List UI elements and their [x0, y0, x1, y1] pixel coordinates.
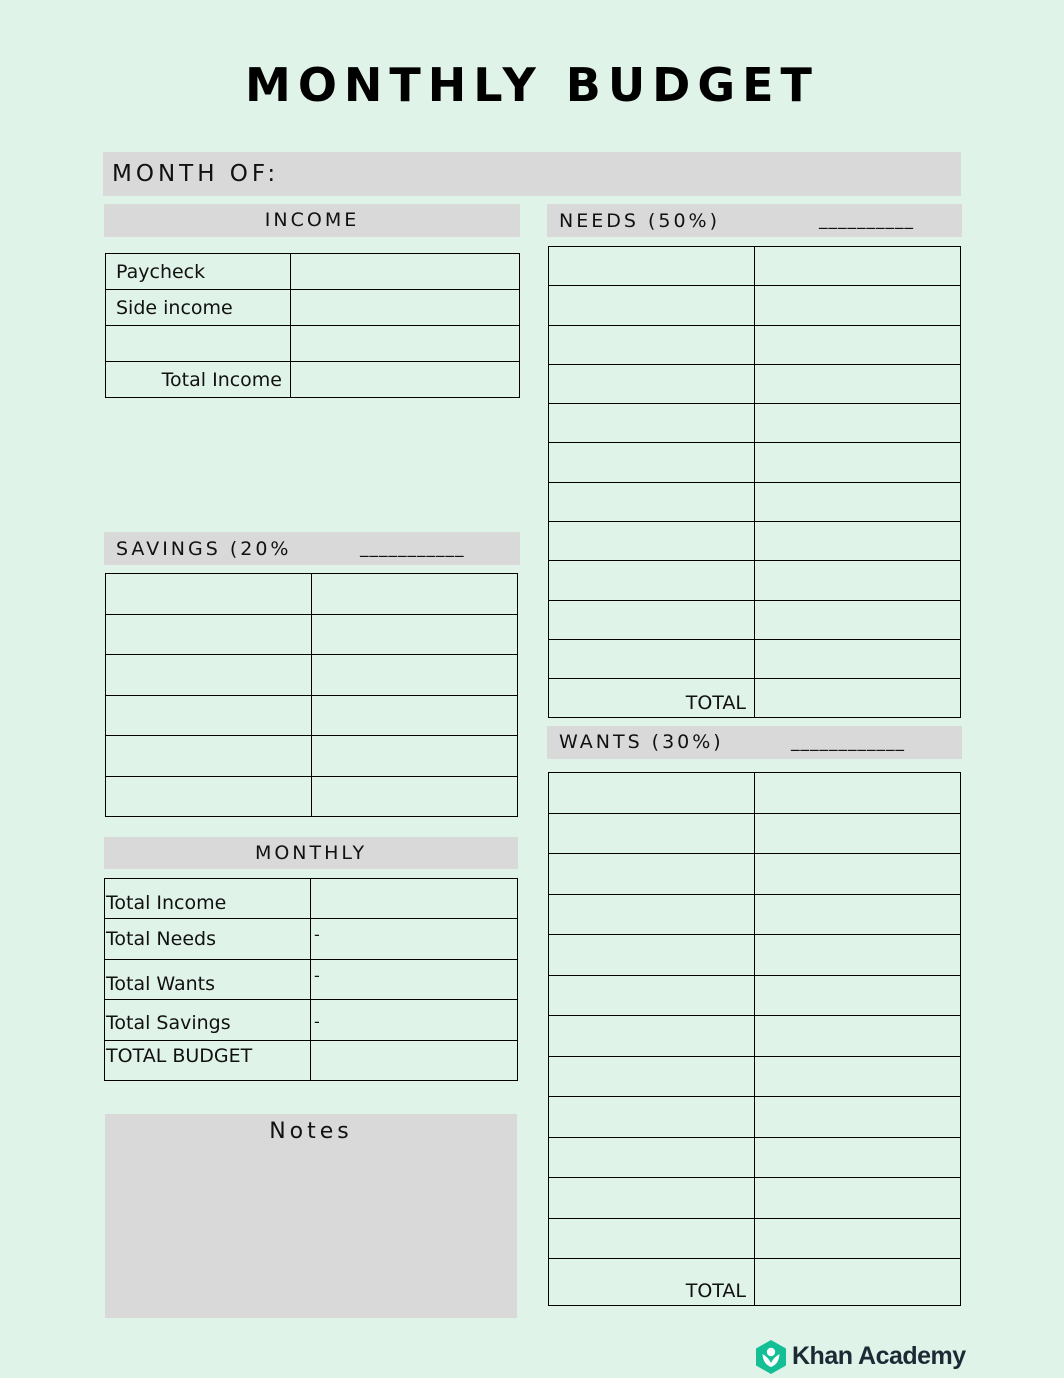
needs-amount-cell[interactable] — [755, 522, 961, 561]
savings-item-cell[interactable] — [106, 614, 312, 655]
income-table — [105, 253, 520, 398]
needs-header-label: NEEDS (50%) — [559, 210, 721, 232]
savings-header-label: SAVINGS (20% — [116, 538, 292, 560]
notes-header: Notes — [269, 1119, 353, 1144]
needs-total-value[interactable] — [755, 679, 961, 718]
savings-amount-cell[interactable] — [312, 614, 518, 655]
table-row — [106, 614, 518, 655]
wants-item-cell[interactable] — [549, 773, 755, 814]
table-row — [105, 1041, 518, 1081]
income-header — [104, 204, 520, 237]
monthly-table — [104, 878, 518, 1081]
wants-amount-cell[interactable] — [755, 1218, 961, 1259]
wants-item-cell[interactable] — [549, 975, 755, 1016]
table-row — [106, 574, 518, 615]
wants-total-value[interactable] — [755, 1259, 961, 1306]
notes-box[interactable] — [105, 1114, 517, 1318]
table-row — [106, 290, 520, 326]
income-header-label: INCOME — [264, 209, 360, 231]
table-row — [549, 1137, 961, 1178]
wants-item-cell[interactable] — [549, 1218, 755, 1259]
wants-percent-blank[interactable]: ____________ — [791, 732, 905, 752]
table-row — [549, 639, 961, 678]
monthly-header — [104, 837, 518, 869]
table-row — [106, 362, 520, 398]
wants-amount-cell[interactable] — [755, 1137, 961, 1178]
needs-item-cell[interactable] — [549, 639, 755, 678]
wants-amount-cell[interactable] — [755, 894, 961, 935]
table-row — [549, 1016, 961, 1057]
wants-item-cell[interactable] — [549, 1178, 755, 1219]
savings-header — [104, 532, 520, 565]
monthly-value-total-budget[interactable] — [311, 1041, 518, 1081]
income-label-paycheck: Paycheck — [106, 254, 291, 290]
month-of-label: MONTH OF: — [112, 161, 280, 187]
table-row — [549, 1097, 961, 1138]
monthly-value-wants[interactable]: - — [311, 960, 518, 1000]
table-row — [549, 854, 961, 895]
needs-header — [547, 204, 962, 237]
savings-item-cell[interactable] — [106, 574, 312, 615]
khan-academy-wordmark: Khan Academy — [792, 1342, 966, 1370]
wants-item-cell[interactable] — [549, 894, 755, 935]
monthly-header-label: MONTHLY — [254, 842, 368, 864]
savings-item-cell[interactable] — [106, 655, 312, 696]
table-row — [106, 254, 520, 290]
wants-amount-cell[interactable] — [755, 854, 961, 895]
savings-item-cell[interactable] — [106, 695, 312, 736]
wants-amount-cell[interactable] — [755, 1097, 961, 1138]
table-row — [549, 443, 961, 482]
income-label-blank[interactable] — [106, 326, 291, 362]
table-row — [549, 325, 961, 364]
wants-amount-cell[interactable] — [755, 773, 961, 814]
needs-item-cell[interactable] — [549, 482, 755, 521]
needs-amount-cell[interactable] — [755, 286, 961, 325]
wants-item-cell[interactable] — [549, 1016, 755, 1057]
savings-amount-cell[interactable] — [312, 574, 518, 615]
table-row — [549, 404, 961, 443]
wants-amount-cell[interactable] — [755, 1016, 961, 1057]
wants-header-label: WANTS (30%) — [559, 731, 724, 753]
table-row-total — [549, 679, 961, 718]
wants-amount-cell[interactable] — [755, 935, 961, 976]
wants-total-label: TOTAL — [549, 1259, 755, 1306]
wants-item-cell[interactable] — [549, 935, 755, 976]
needs-amount-cell[interactable] — [755, 443, 961, 482]
needs-item-cell[interactable] — [549, 600, 755, 639]
needs-item-cell[interactable] — [549, 325, 755, 364]
monthly-value-income[interactable] — [311, 879, 518, 919]
table-row — [549, 600, 961, 639]
table-row — [549, 286, 961, 325]
needs-amount-cell[interactable] — [755, 247, 961, 286]
table-row — [549, 975, 961, 1016]
income-value-total[interactable] — [291, 362, 520, 398]
needs-item-cell[interactable] — [549, 364, 755, 403]
needs-amount-cell[interactable] — [755, 404, 961, 443]
table-row — [106, 655, 518, 696]
wants-amount-cell[interactable] — [755, 975, 961, 1016]
table-row — [549, 813, 961, 854]
month-of-bar — [103, 152, 961, 196]
wants-amount-cell[interactable] — [755, 813, 961, 854]
monthly-label-income: Total Income — [105, 879, 311, 919]
monthly-value-savings[interactable]: - — [311, 1000, 518, 1041]
monthly-label-needs: Total Needs — [105, 919, 311, 960]
table-row — [105, 879, 518, 919]
khan-academy-logo — [754, 1339, 969, 1375]
needs-item-cell[interactable] — [549, 286, 755, 325]
table-row — [106, 776, 518, 817]
wants-item-cell[interactable] — [549, 1056, 755, 1097]
needs-amount-cell[interactable] — [755, 482, 961, 521]
income-value-side[interactable] — [291, 290, 520, 326]
table-row — [549, 364, 961, 403]
needs-item-cell[interactable] — [549, 561, 755, 600]
khan-academy-icon — [754, 1339, 788, 1375]
needs-amount-cell[interactable] — [755, 600, 961, 639]
wants-item-cell[interactable] — [549, 854, 755, 895]
table-row — [106, 326, 520, 362]
table-row — [105, 919, 518, 960]
savings-amount-cell[interactable] — [312, 655, 518, 696]
needs-percent-blank[interactable]: __________ — [819, 210, 914, 230]
savings-percent-blank[interactable]: ___________ — [360, 538, 465, 558]
needs-item-cell[interactable] — [549, 443, 755, 482]
savings-item-cell[interactable] — [106, 736, 312, 777]
savings-amount-cell[interactable] — [312, 736, 518, 777]
needs-amount-cell[interactable] — [755, 364, 961, 403]
needs-item-cell[interactable] — [549, 247, 755, 286]
wants-header — [547, 726, 962, 759]
table-row — [105, 960, 518, 1000]
income-value-paycheck[interactable] — [291, 254, 520, 290]
needs-amount-cell[interactable] — [755, 325, 961, 364]
table-row — [105, 1000, 518, 1041]
savings-amount-cell[interactable] — [312, 776, 518, 817]
needs-amount-cell[interactable] — [755, 639, 961, 678]
table-row — [549, 482, 961, 521]
monthly-value-needs[interactable]: - — [311, 919, 518, 960]
savings-item-cell[interactable] — [106, 776, 312, 817]
monthly-label-total-budget: TOTAL BUDGET — [105, 1041, 311, 1081]
table-row — [549, 894, 961, 935]
wants-item-cell[interactable] — [549, 1097, 755, 1138]
needs-item-cell[interactable] — [549, 522, 755, 561]
table-row — [106, 736, 518, 777]
table-row-total — [549, 1259, 961, 1306]
income-value-blank[interactable] — [291, 326, 520, 362]
table-row — [549, 1178, 961, 1219]
monthly-label-savings: Total Savings — [105, 1000, 311, 1041]
needs-table — [548, 246, 961, 718]
needs-amount-cell[interactable] — [755, 561, 961, 600]
wants-item-cell[interactable] — [549, 813, 755, 854]
wants-table — [548, 772, 961, 1306]
wants-amount-cell[interactable] — [755, 1178, 961, 1219]
savings-amount-cell[interactable] — [312, 695, 518, 736]
table-row — [106, 695, 518, 736]
table-row — [549, 1056, 961, 1097]
table-row — [549, 561, 961, 600]
wants-amount-cell[interactable] — [755, 1056, 961, 1097]
savings-table — [105, 573, 518, 817]
table-row — [549, 522, 961, 561]
income-label-total: Total Income — [106, 362, 291, 398]
page-title: MONTHLY BUDGET — [245, 58, 819, 112]
monthly-label-wants: Total Wants — [105, 960, 311, 1000]
wants-item-cell[interactable] — [549, 1137, 755, 1178]
table-row — [549, 247, 961, 286]
table-row — [549, 1218, 961, 1259]
income-label-side: Side income — [106, 290, 291, 326]
needs-item-cell[interactable] — [549, 404, 755, 443]
table-row — [549, 773, 961, 814]
table-row — [549, 935, 961, 976]
needs-total-label: TOTAL — [549, 679, 755, 718]
